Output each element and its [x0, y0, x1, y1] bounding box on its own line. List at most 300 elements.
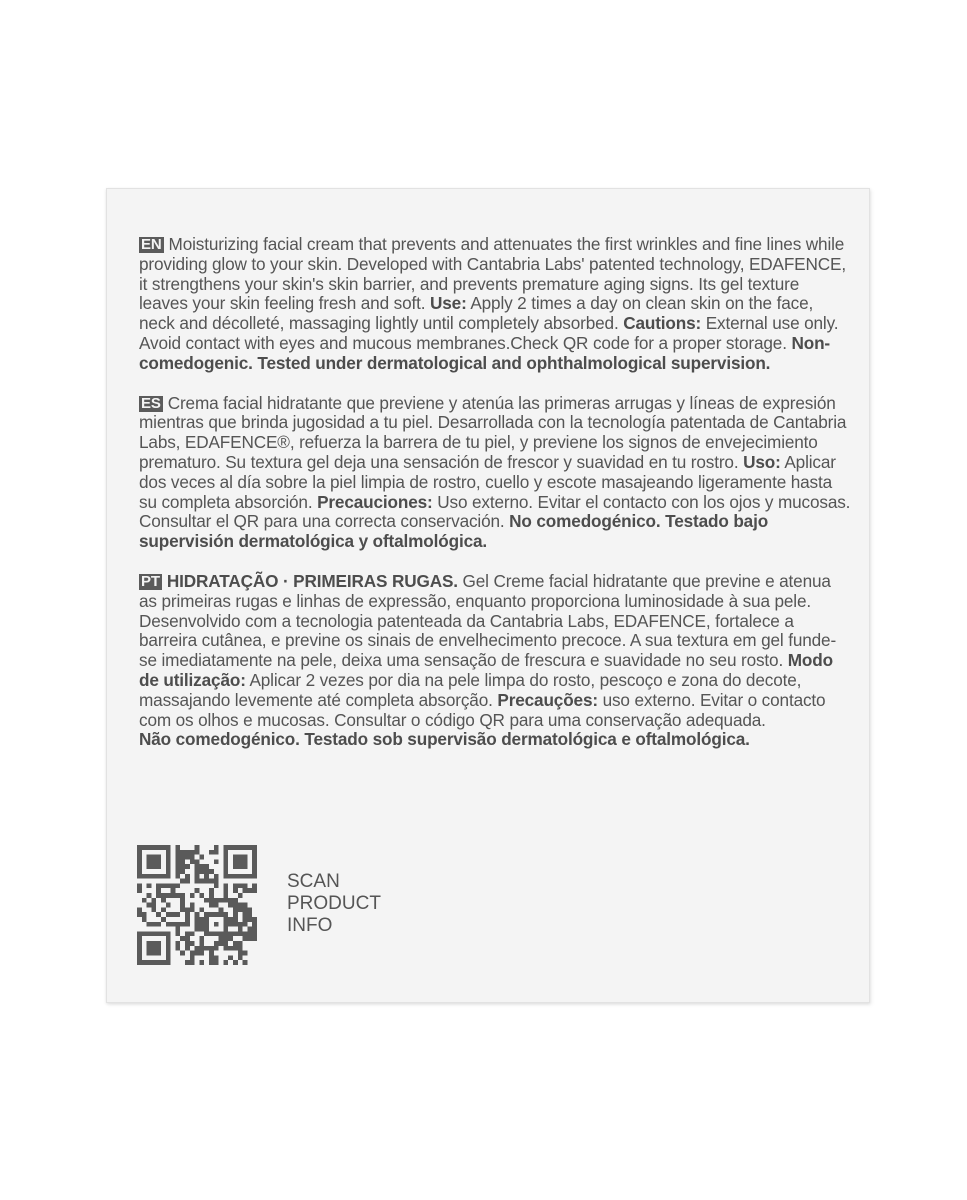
qr-module	[151, 960, 156, 965]
qr-module	[151, 859, 156, 864]
qr-module	[204, 917, 209, 922]
qr-module	[180, 936, 185, 941]
qr-module	[142, 874, 147, 879]
qr-module	[243, 903, 248, 908]
paragraph-pt	[139, 572, 851, 750]
bold-text-run: Non-comedogenic. Tested under dermatological and ophthalmological supervision.	[139, 332, 830, 373]
qr-module	[166, 893, 171, 898]
qr-module	[243, 883, 248, 888]
qr-module	[214, 845, 219, 850]
qr-module	[175, 883, 180, 888]
qr-module	[243, 888, 248, 893]
qr-module	[161, 898, 166, 903]
qr-module	[223, 869, 228, 874]
qr-module	[166, 922, 171, 927]
qr-module	[252, 931, 257, 936]
qr-module	[204, 898, 209, 903]
qr-module	[137, 907, 142, 912]
bold-text-run: Use:	[429, 293, 467, 314]
qr-module	[185, 855, 190, 860]
qr-module	[195, 879, 200, 884]
paragraph-en-text	[139, 234, 846, 373]
qr-module	[166, 845, 171, 850]
qr-module	[156, 941, 161, 946]
qr-module	[137, 864, 142, 869]
qr-module	[238, 859, 243, 864]
qr-module	[175, 874, 180, 879]
qr-module	[156, 845, 161, 850]
qr-module	[199, 946, 204, 951]
qr-module	[209, 879, 214, 884]
paragraph-en	[139, 235, 851, 374]
qr-module	[219, 936, 224, 941]
qr-module	[185, 912, 190, 917]
paragraph-es	[139, 394, 851, 552]
qr-module	[185, 864, 190, 869]
qr-module	[180, 893, 185, 898]
qr-module	[243, 936, 248, 941]
qr-module	[185, 922, 190, 927]
qr-module	[199, 960, 204, 965]
qr-module	[161, 917, 166, 922]
qr-module	[233, 874, 238, 879]
qr-module	[219, 907, 224, 912]
text-run: Aplicar dos veces al día sobre la piel limpia de rostro, cuello y escote masajeando ligeramente hasta su completa absorción.	[139, 451, 836, 512]
qr-module	[151, 941, 156, 946]
qr-module	[252, 883, 257, 888]
qr-module	[233, 898, 238, 903]
qr-module	[243, 931, 248, 936]
qr-module	[190, 951, 195, 956]
qr-module	[223, 912, 228, 917]
qr-module	[233, 855, 238, 860]
label-text-area	[139, 235, 851, 770]
qr-module	[175, 869, 180, 874]
qr-module	[142, 912, 147, 917]
qr-module	[151, 946, 156, 951]
qr-module	[243, 907, 248, 912]
qr-module	[161, 893, 166, 898]
scan-line-3: INFO	[287, 915, 333, 936]
qr-module	[233, 883, 238, 888]
qr-module	[195, 946, 200, 951]
qr-module	[233, 859, 238, 864]
qr-module	[137, 855, 142, 860]
qr-module	[233, 903, 238, 908]
qr-module	[238, 845, 243, 850]
qr-module	[247, 874, 252, 879]
qr-module	[204, 922, 209, 927]
qr-module	[147, 941, 152, 946]
qr-module	[247, 907, 252, 912]
qr-module	[223, 936, 228, 941]
qr-module	[233, 941, 238, 946]
qr-module	[223, 893, 228, 898]
qr-module	[161, 907, 166, 912]
text-run: Moisturizing facial cream that prevents and attenuates the first wrinkles and fine lines while providing glow to your skin. Developed with Cantabria Labs' patented technology, EDAFENCE, it strengthens your skin's skin barrier, and prevents premature aging signs. Its gel texture leaves your skin feeling fresh and soft.	[139, 234, 846, 314]
qr-module	[252, 845, 257, 850]
qr-module	[252, 922, 257, 927]
qr-module	[247, 912, 252, 917]
qr-module	[190, 903, 195, 908]
qr-module	[166, 912, 171, 917]
qr-module	[171, 893, 176, 898]
qr-module	[238, 927, 243, 932]
qr-module	[199, 907, 204, 912]
qr-module	[151, 903, 156, 908]
qr-module	[252, 864, 257, 869]
qr-module	[252, 850, 257, 855]
text-run: Crema facial hidratante que previene y atenúa las primeras arrugas y líneas de expresión mientras que brinda jugosidad a tu piel. Desarrollada con la tecnología patentada de Cantabria Labs, EDAFENCE®, refuerza la barrera de tu piel, y previene los signos de envejecimiento prematuro. Su textura gel deja una sensación de frescor y suavidad en tu rostro.	[139, 392, 847, 472]
qr-module	[137, 931, 142, 936]
qr-module	[199, 941, 204, 946]
qr-module	[137, 951, 142, 956]
qr-module	[185, 879, 190, 884]
qr-module	[137, 955, 142, 960]
qr-module	[223, 946, 228, 951]
qr-module	[195, 864, 200, 869]
qr-module	[156, 888, 161, 893]
qr-module	[204, 874, 209, 879]
qr-module	[252, 859, 257, 864]
qr-module	[238, 907, 243, 912]
qr-module	[161, 874, 166, 879]
qr-module	[151, 855, 156, 860]
qr-module	[209, 946, 214, 951]
qr-module	[238, 946, 243, 951]
qr-module	[147, 946, 152, 951]
qr-module	[175, 855, 180, 860]
qr-module	[147, 922, 152, 927]
qr-module	[180, 951, 185, 956]
qr-module	[243, 951, 248, 956]
qr-module	[223, 931, 228, 936]
qr-module	[252, 855, 257, 860]
qr-module	[151, 951, 156, 956]
qr-module	[247, 888, 252, 893]
qr-module	[219, 931, 224, 936]
qr-module	[190, 941, 195, 946]
qr-module	[247, 936, 252, 941]
qr-module	[151, 931, 156, 936]
qr-module	[161, 960, 166, 965]
qr-module	[228, 946, 233, 951]
qr-module	[223, 883, 228, 888]
qr-module	[166, 850, 171, 855]
text-run: uso externo. Evitar o contacto com os olhos e mucosas. Consultar o código QR para uma conservação adequada.	[139, 689, 826, 730]
qr-module	[209, 903, 214, 908]
qr-module	[185, 907, 190, 912]
qr-module	[166, 960, 171, 965]
qr-module	[190, 893, 195, 898]
qr-module	[214, 898, 219, 903]
qr-module	[137, 941, 142, 946]
qr-module	[137, 936, 142, 941]
qr-module	[209, 898, 214, 903]
qr-module	[195, 917, 200, 922]
qr-module	[223, 888, 228, 893]
qr-module	[147, 883, 152, 888]
qr-module	[180, 855, 185, 860]
language-tag-es: ES	[141, 394, 161, 412]
qr-module	[147, 931, 152, 936]
qr-module	[238, 893, 243, 898]
qr-module	[228, 955, 233, 960]
qr-module	[175, 859, 180, 864]
qr-module	[223, 898, 228, 903]
qr-module	[175, 864, 180, 869]
qr-module	[223, 855, 228, 860]
qr-module	[199, 879, 204, 884]
qr-module	[247, 931, 252, 936]
qr-module	[137, 888, 142, 893]
qr-module	[180, 907, 185, 912]
qr-module	[166, 903, 171, 908]
qr-module	[142, 917, 147, 922]
qr-module	[209, 850, 214, 855]
qr-module	[204, 879, 209, 884]
qr-module	[166, 883, 171, 888]
text-run: Uso externo. Evitar el contacto con los ojos y mucosas. Consultar el QR para una correcta conservación.	[139, 491, 851, 532]
qr-module	[151, 907, 156, 912]
qr-module	[247, 927, 252, 932]
qr-module	[209, 912, 214, 917]
qr-module	[190, 907, 195, 912]
qr-module	[233, 864, 238, 869]
qr-module	[209, 951, 214, 956]
qr-module	[199, 864, 204, 869]
qr-module	[166, 951, 171, 956]
qr-module	[137, 869, 142, 874]
qr-module	[214, 859, 219, 864]
qr-module	[180, 922, 185, 927]
qr-module	[233, 845, 238, 850]
qr-module	[180, 869, 185, 874]
qr-module	[238, 883, 243, 888]
qr-module	[233, 960, 238, 965]
qr-module	[175, 931, 180, 936]
qr-module	[180, 898, 185, 903]
qr-module	[142, 845, 147, 850]
qr-module	[233, 946, 238, 951]
qr-module	[195, 927, 200, 932]
qr-module	[199, 869, 204, 874]
qr-module	[185, 874, 190, 879]
qr-module	[156, 960, 161, 965]
qr-module	[233, 922, 238, 927]
qr-module	[156, 912, 161, 917]
qr-module	[204, 912, 209, 917]
qr-module	[156, 864, 161, 869]
qr-module	[233, 917, 238, 922]
qr-module	[228, 931, 233, 936]
qr-module	[199, 922, 204, 927]
qr-module	[180, 859, 185, 864]
qr-module	[171, 912, 176, 917]
qr-module	[238, 864, 243, 869]
bold-text-run: Cautions:	[623, 313, 702, 334]
qr-module	[175, 893, 180, 898]
qr-module	[175, 922, 180, 927]
qr-module	[151, 864, 156, 869]
qr-module	[156, 883, 161, 888]
qr-module	[252, 917, 257, 922]
qr-module	[195, 850, 200, 855]
qr-module	[151, 922, 156, 927]
qr-module	[166, 855, 171, 860]
qr-module	[243, 922, 248, 927]
bold-text-run: Precauções:	[497, 689, 598, 710]
qr-module	[214, 903, 219, 908]
qr-module	[252, 927, 257, 932]
qr-module	[243, 874, 248, 879]
qr-module	[214, 946, 219, 951]
qr-module	[243, 917, 248, 922]
bold-text-run: Não comedogénico. Testado sob supervisão dermatológica e oftalmológica.	[139, 729, 750, 750]
qr-module	[195, 922, 200, 927]
qr-module	[137, 960, 142, 965]
qr-module	[195, 859, 200, 864]
qr-module	[166, 874, 171, 879]
qr-module	[223, 859, 228, 864]
qr-module	[219, 941, 224, 946]
qr-module	[147, 874, 152, 879]
qr-module	[199, 927, 204, 932]
qr-module	[195, 845, 200, 850]
qr-module	[147, 845, 152, 850]
qr-module	[137, 912, 142, 917]
qr-module	[228, 917, 233, 922]
qr-module	[243, 960, 248, 965]
language-tag-en: EN	[141, 236, 162, 253]
qr-module	[209, 955, 214, 960]
qr-module	[147, 864, 152, 869]
qr-module	[175, 850, 180, 855]
qr-module	[243, 845, 248, 850]
qr-module	[161, 931, 166, 936]
qr-module	[252, 888, 257, 893]
qr-module	[214, 960, 219, 965]
qr-module	[199, 951, 204, 956]
text-run: Apply 2 times a day on clean skin on the face, neck and décolleté, massaging lightly until completely absorbed.	[139, 293, 814, 334]
qr-module	[238, 931, 243, 936]
qr-module	[175, 845, 180, 850]
qr-module	[147, 893, 152, 898]
qr-module	[185, 931, 190, 936]
qr-module	[223, 845, 228, 850]
qr-module	[214, 931, 219, 936]
text-run: Aplicar 2 vezes por dia na pele limpa do rosto, pescoço e zona do decote, massajando levemente até completa absorção.	[139, 669, 802, 710]
qr-module	[137, 859, 142, 864]
qr-module	[238, 951, 243, 956]
qr-module	[228, 845, 233, 850]
qr-module	[166, 955, 171, 960]
text-run: Gel Creme facial hidratante que previne e atenua as primeiras rugas e linhas de expressão, enquanto proporciona luminosidade à sua pele. Desenvolvido com a tecnologia patenteada da Cantabria Labs, EDAFENCE, fortalece a barreira cutânea, e previne os sinais de envelhecimento precoce. A sua textura em gel funde-se imediatamente na pele, deixa uma sensação de frescura e suavidade no seu rosto.	[139, 570, 837, 671]
qr-module	[151, 845, 156, 850]
qr-module	[185, 850, 190, 855]
paragraph-es-text	[139, 393, 850, 552]
qr-module	[228, 936, 233, 941]
qr-module	[151, 898, 156, 903]
qr-module	[147, 951, 152, 956]
qr-module	[142, 898, 147, 903]
qr-module	[137, 946, 142, 951]
qr-module	[252, 874, 257, 879]
product-label-panel	[106, 188, 870, 1003]
qr-module	[166, 931, 171, 936]
qr-module	[252, 869, 257, 874]
qr-module	[180, 850, 185, 855]
qr-module	[228, 903, 233, 908]
qr-module	[214, 874, 219, 879]
qr-module	[151, 874, 156, 879]
qr-module	[166, 941, 171, 946]
qr-module	[223, 941, 228, 946]
qr-module	[199, 917, 204, 922]
qr-module	[238, 955, 243, 960]
qr-module	[156, 874, 161, 879]
qr-module	[156, 893, 161, 898]
qr-module	[156, 931, 161, 936]
qr-module	[156, 859, 161, 864]
qr-module	[156, 922, 161, 927]
qr-module	[147, 855, 152, 860]
qr-module	[233, 912, 238, 917]
qr-module	[171, 888, 176, 893]
qr-module	[142, 931, 147, 936]
bold-text-run: Precauciones:	[317, 491, 433, 512]
qr-module	[228, 874, 233, 879]
qr-module	[185, 936, 190, 941]
qr-module	[238, 941, 243, 946]
qr-module	[214, 883, 219, 888]
scan-line-2: PRODUCT	[287, 893, 381, 914]
qr-module	[190, 955, 195, 960]
paragraph-pt-text	[139, 571, 836, 749]
qr-module	[180, 879, 185, 884]
qr-module	[228, 922, 233, 927]
qr-module	[166, 936, 171, 941]
qr-module	[223, 927, 228, 932]
qr-module	[171, 883, 176, 888]
qr-module	[199, 893, 204, 898]
qr-module	[195, 874, 200, 879]
qr-module	[223, 917, 228, 922]
qr-module	[214, 922, 219, 927]
qr-module	[223, 874, 228, 879]
qr-module	[156, 946, 161, 951]
qr-module	[147, 903, 152, 908]
qr-module	[209, 960, 214, 965]
qr-module	[252, 936, 257, 941]
qr-module	[185, 941, 190, 946]
qr-module	[228, 898, 233, 903]
qr-module	[142, 960, 147, 965]
qr-module	[243, 864, 248, 869]
qr-module	[243, 912, 248, 917]
qr-module	[156, 855, 161, 860]
qr-module	[147, 960, 152, 965]
qr-module	[204, 946, 209, 951]
language-tag-pt: PT	[141, 572, 160, 590]
qr-module	[209, 869, 214, 874]
scan-product-info-text	[287, 871, 381, 937]
qr-code-icon[interactable]	[137, 845, 257, 965]
qr-module	[243, 859, 248, 864]
qr-module	[214, 955, 219, 960]
qr-module	[238, 903, 243, 908]
qr-module	[137, 850, 142, 855]
